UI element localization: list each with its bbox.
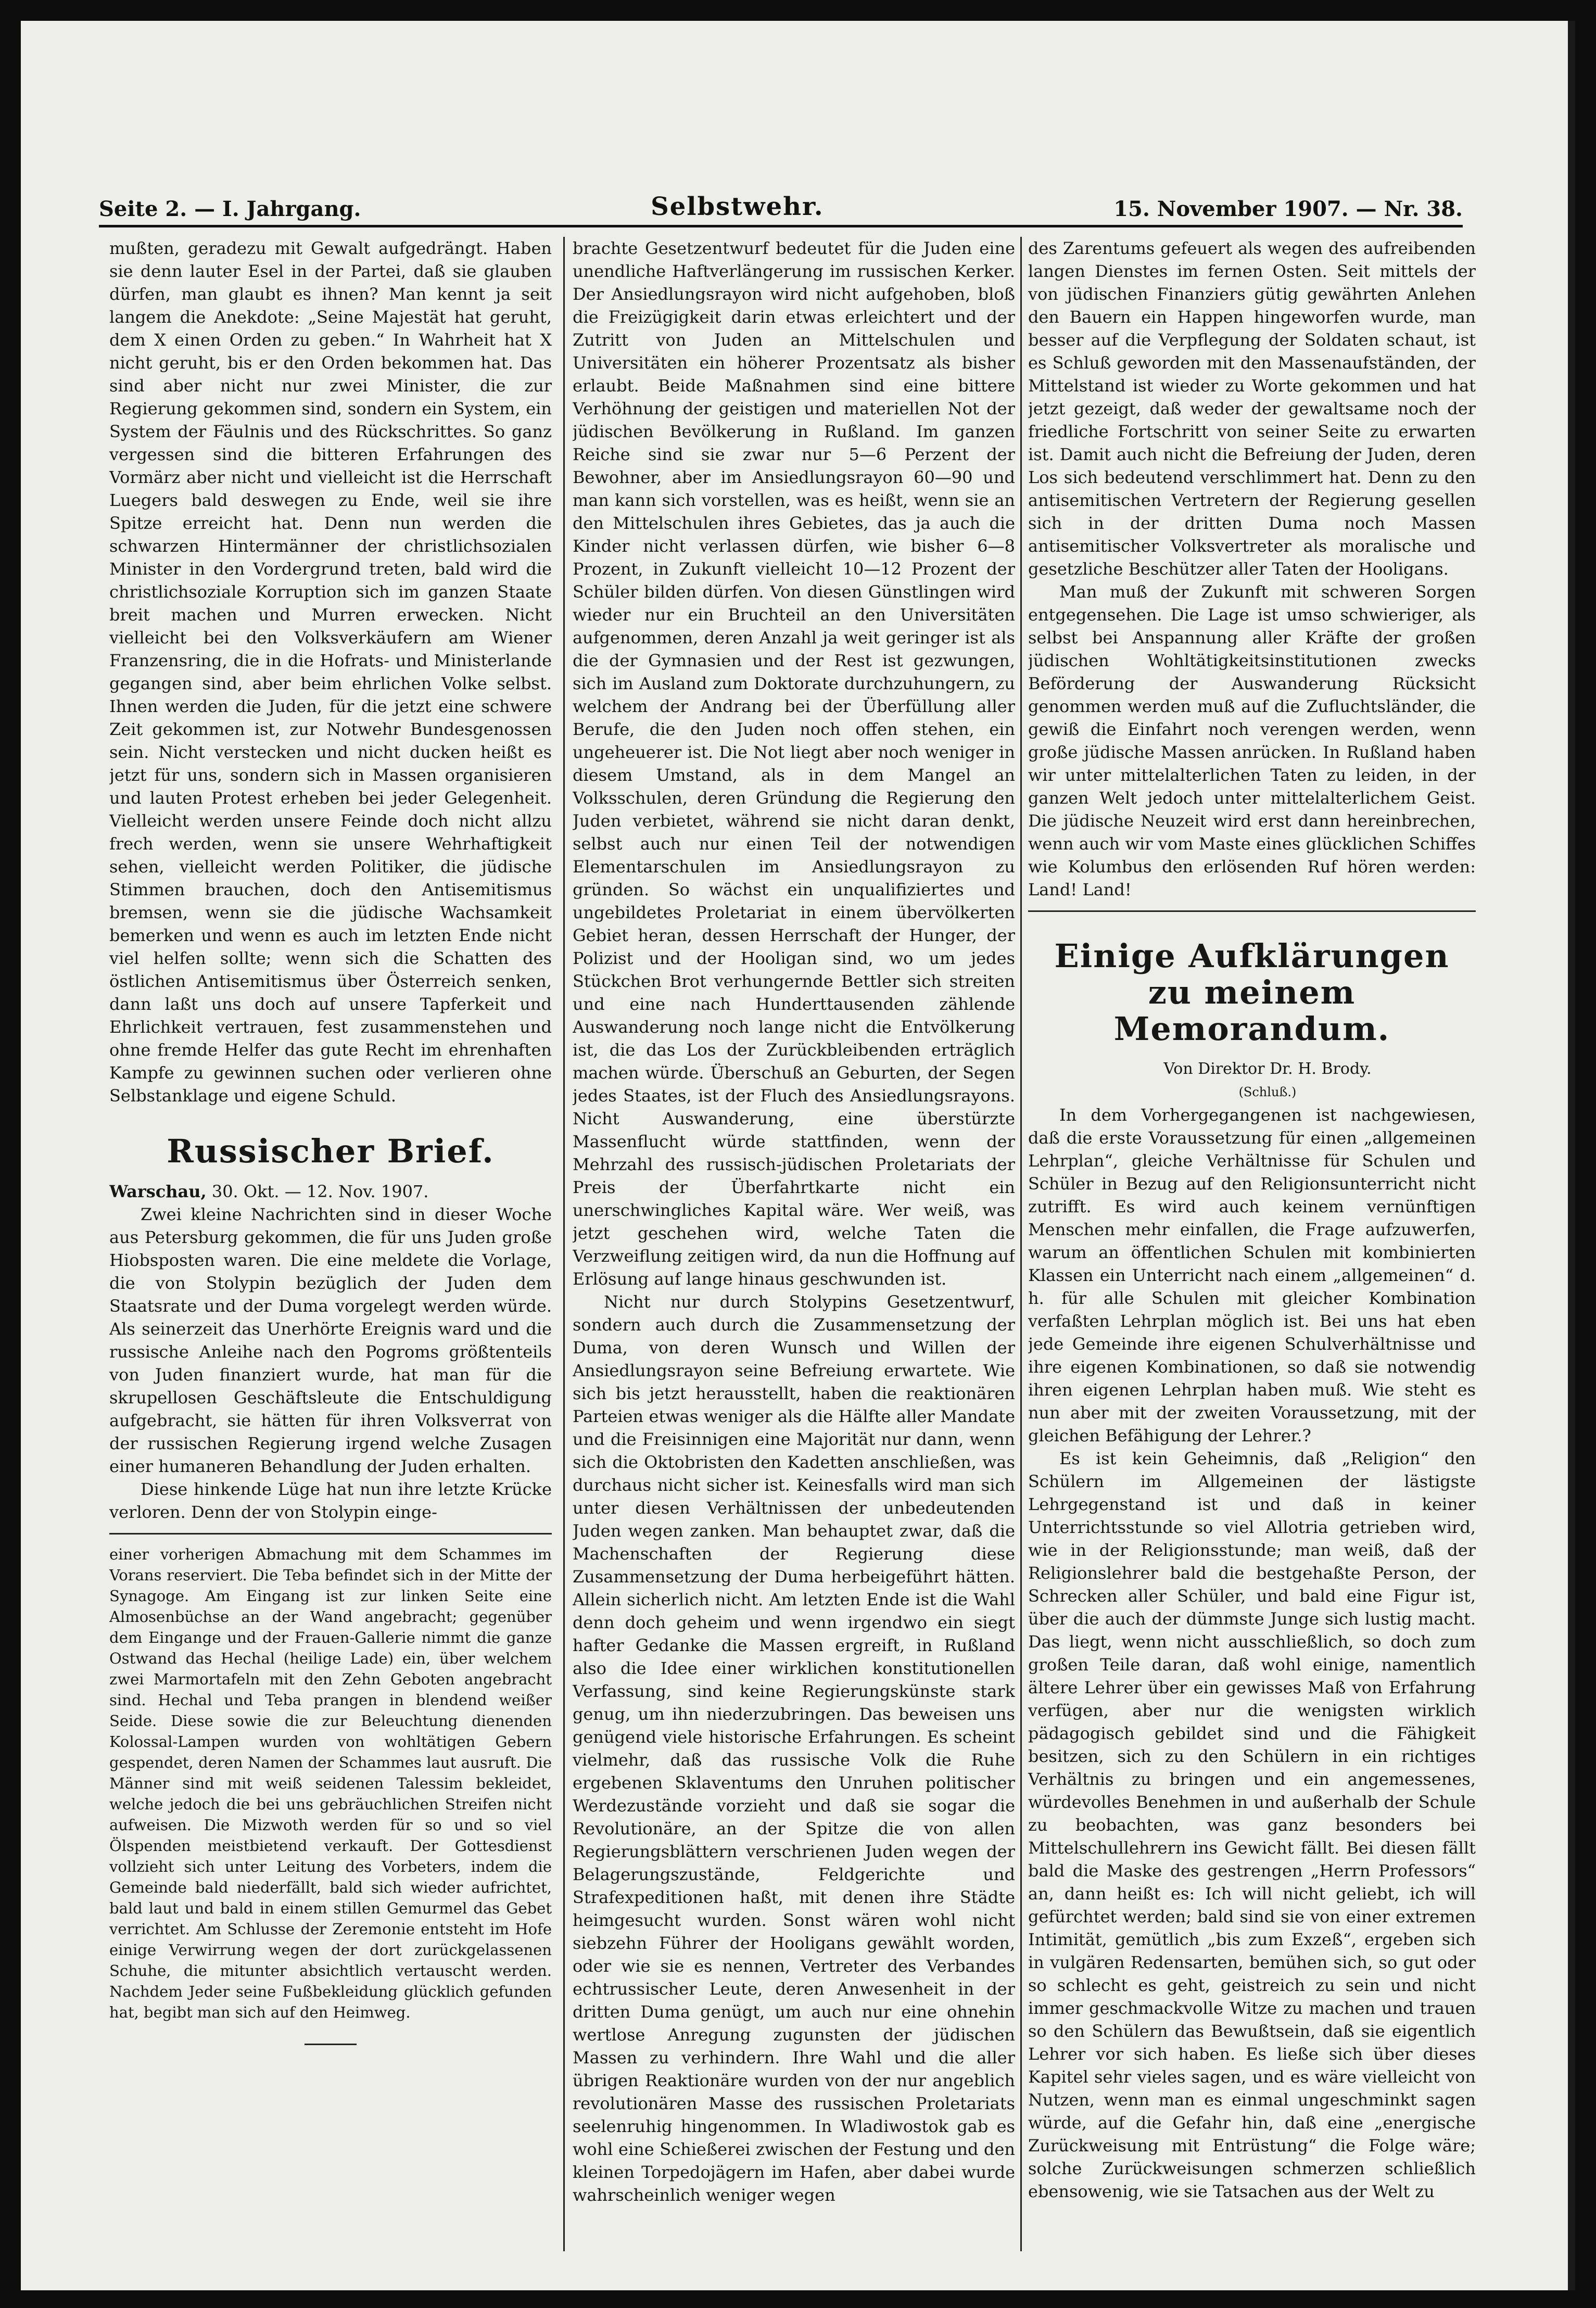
masthead-title: Selbstwehr. [651,192,824,221]
article-paragraph: In dem Vorhergegangenen ist nachgewiesen, daß die erste Voraussetzung für einen „allgemeinen Lehrplan“, gleiche Verhältnisse für Schulen und Schüler in Bezug auf den Religionsunterricht nicht zutrifft. Es wird auch keinem vernünftigen Menschen mehr einfallen, die Frage aufzuwerfen, warum an öffentlichen Schulen mit kombinierten Klassen ein Unterricht nach einem „allgemeinen“ d. h. für alle Schulen mit gleicher Kombination verfaßten Lehrplan möglich ist. Bei uns hat eben jede Gemeinde ihre eigenen Schulverhältnisse und ihre eigenen Kombinationen, so daß sie notwendig ihren eigenen Lehrplan haben muß. Wie steht es nun aber mit der zweiten Voraussetzung, mit der gleichen Befähigung der Lehrer.? [1028,1105,1476,1445]
header-page-info: Seite 2. — I. Jahrgang. [99,197,361,221]
article-title-russischer-brief: Russischer Brief. [167,1132,495,1170]
article-paragraph: einer vorherigen Abmachung mit dem Schammes im Vorans reserviert. Die Teba befindet sich in der Mitte der Synagoge. Am Eingang ist zur linken Seite eine Almosenbüchse an der Wand angebracht; gegenüber dem Eingange und der Frauen-Gallerie nimmt die ganze Ostwand das Hechal (heilige Lade) ein, über welchem zwei Marmortafeln mit den Zehn Geboten angebracht sind. Hechal und Teba prangen in blendend weißer Seide. Diese sowie die zur Beleuchtung dienenden Kolossal-Lampen wurden von wohltätigen Gebern gespendet, deren Namen der Schammes laut ausruft. Die Männer sind mit weiß seidenen Talessim bekleidet, welche jedoch die bei uns gebräuchlichen Streifen nicht aufweisen. Die Mizwoth werden für so und so viel Ölspenden meistbietend verkauft. Der Gottesdienst vollzieht sich unter Leitung des Vorbeters, indem die Gemeinde bald niederfällt, bald sich wieder aufrichtet, bald laut und bald in einem stillen Gemurmel das Gebet verrichtet. Am Schlusse der Zeremonie entsteht im Hofe einige Verwirrung wegen der dort zurückgelassenen Schuhe, die mitunter absichtlich vertauscht werden. Nachdem Jeder seine Fußbekleidung glücklich gefunden hat, begibt man sich auf den Heimweg. [109,1545,552,2021]
article-title-aufklaerungen: Einige Aufklärungen zu meinem Memorandum. [1054,937,1450,1048]
article-paragraph: Diese hinkende Lüge hat nun ihre letzte Krücke verloren. Denn der von Stolypin einge- [109,1479,552,1522]
dateline-place: Warschau, [109,1182,207,1201]
article-paragraph: Es ist kein Geheimnis, daß „Religion“ den Schülern im Allgemeinen der lästigste Lehrgegenstand ist und daß in keiner Unterrichtsstunde so viel Allotria getrieben wird, wie in der Religionsstunde; man weiß, daß der Religionslehrer bald die bestgehaßte Person, der Schrecken aller Schüler, und bald eine Figur ist, über die auch der dümmste Junge sich lustig macht. Das liegt, wenn nicht ausschließlich, so doch zum großen Teile daran, daß wohl einige, namentlich ältere Lehrer über ein gewisses Maß von Erfahrung verfügen, aber nur die wenigsten wirklich pädagogisch gebildet sind und die Fähigkeit besitzen, sich zu den Schülern in ein richtiges Verhältnis zu bringen und ein angemessenes, würdevolles Benehmen in und außerhalb der Schule zu beobachten, was ganz besonders bei Mittelschullehrern ins Gewicht fällt. Bei diesen fällt bald die Maske des gestrengen „Herrn Professors“ an, dann heißt es: Ich will nicht geliebt, ich will gefürchtet werden; bald sind sie von einer extremen Intimität, gemütlich „bis zum Exzeß“, ergeben sich in vulgären Redensarten, bemühen sich, so gut oder so schlecht es geht, geistreich zu sein und nicht immer geschmackvolle Witze zu machen und trauen so den Schülern das Bewußtsein, daß sie eigentlich Lehrer vor sich haben. Es ließe sich über dieses Kapitel sehr vieles sagen, und es wäre vielleicht von Nutzen, wenn man es einmal ungeschminkt sagen würde, auf die Gefahr hin, daß eine „energische Zurückweisung mit Entrüstung“ die Folge wäre; solche Zurückweisungen schmerzen schließlich ebensowenig, wie sie Tatsachen aus der Welt zu [1028,1449,1476,2201]
section-divider [1028,910,1476,912]
dateline-date: 30. Okt. — 12. Nov. 1907. [206,1182,429,1201]
column-1 [109,237,552,2251]
header-date-issue: 15. November 1907. — Nr. 38. [1113,197,1463,221]
page-edge-shadow [1568,21,1575,2290]
column-divider [563,237,565,2251]
byline: Von Direktor Dr. H. Brody. [1163,1060,1372,1078]
column-2 [573,237,1015,2251]
byline-note: (Schluß.) [1238,1085,1297,1099]
article-paragraph: Nicht nur durch Stolypins Gesetzentwurf, sondern auch durch die Zusammensetzung der Duma, von deren Wunsch und Willen der Ansiedlungsrayon seine Befreiung erwartete. Wie sich bis jetzt herausstellt, haben die reaktionären Parteien etwas weniger als die Hälfte aller Mandate und die Freisinnigen eine Majorität nur dann, wenn sich die Oktobristen den Kadetten anschließen, was durchaus nicht sicher ist. Keinesfalls wird man sich unter diesen Verhältnissen der unbedeutenden Juden wegen zanken. Man behauptet zwar, daß die Machenschaften der Regierung diese Zusammensetzung der Duma herbeigeführt hätten. Allein sicherlich nicht. Am letzten Ende ist die Wahl denn doch geheim und wenn irgendwo ein siegt hafter Gedanke die Massen ergreift, in Rußland also die Idee einer wirklichen konstitutionellen Verfassung, sind keine Regierungskünste stark genug, um ihn niederzubringen. Das beweisen uns genügend viele historische Erfahrungen. Es scheint vielmehr, daß das russische Volk die Ruhe ergebenen Sklaventums den Unruhen politischer Werdezustände vorzieht und daß sie sogar die Revolutionäre, an der Spitze die von allen Regierungsblättern verschrienen Juden wegen der Belagerungszustände, Feldgerichte und Strafexpeditionen haßt, mit denen ihre Städte heimgesucht wurden. Sonst wären wohl nicht siebzehn Führer der Hooligans gewählt worden, oder wie sie es nennen, Vertreter des Verbandes echtrussischer Leute, deren Anwesenheit in der dritten Duma genügt, um auch nur eine ohnehin wertlose Anregung zugunsten der jüdischen Massen zu verhindern. Ihre Wahl und die aller übrigen Reaktionäre wurden von der nur angeblich revolutionären Masse des russischen Proletariats seelenruhig hingenommen. In Wladiwostok gab es wohl eine Schießerei zwischen der Festung und den kleinen Torpedojägern im Hafen, aber dabei wurde wahrscheinlich weniger wegen [573,1292,1015,2205]
end-rule [305,2044,357,2045]
section-divider [109,1533,552,1535]
article-paragraph: Man muß der Zukunft mit schweren Sorgen entgegensehen. Die Lage ist umso schwieriger, als selbst bei Anspannung aller Kräfte der großen jüdischen Wohltätigkeitsinstitutionen zwecks Beförderung der Auswanderung Rücksicht genommen werden muß auf die Zufluchtsländer, die gewiß die Einfahrt noch verengen werden, wenn große jüdische Massen anrücken. In Rußland haben wir unter mittelalterlichen Taten zu leiden, in der ganzen Welt jedoch unter mittelalterlichem Geist. Die jüdische Neuzeit wird erst dann hereinbrechen, wenn auch wir vom Maste eines glücklichen Schiffes wie Kolumbus den erlösenden Ruf hören werden: Land! Land! [1028,582,1476,899]
page-header [99,185,1463,221]
article-paragraph: des Zarentums gefeuert als wegen des aufreibenden langen Dienstes im fernen Osten. Seit mittels der von jüdischen Finanziers gütig gewährten Anlehen den Bauern ein Happen hingeworfen wurde, man besser auf die Verpflegung der Soldaten schaut, ist es Schluß geworden mit den Massenaufständen, der Mittelstand ist wieder zu Worte gekommen und hat jetzt gezeigt, daß weder der gewaltsame noch der friedliche Fortschritt von seiner Seite zu erwarten ist. Damit auch nicht die Befreiung der Juden, deren Los sich bedeutend verschlimmert hat. Denn zu den antisemitischen Vertretern der Regierung gesellen sich in der dritten Duma noch Massen antisemitischer Volksvertreter als moralische und gesetzliche Beschützer aller Taten der Hooligans. [1028,238,1476,579]
article-paragraph: brachte Gesetzentwurf bedeutet für die Juden eine unendliche Haftverlängerung im russischen Kerker. Der Ansiedlungsrayon wird nicht aufgehoben, bloß die Freizügigkeit darin etwas erleichtert und der Zutritt von Juden an Mittelschulen und Universitäten ein höherer Prozentsatz als bisher erlaubt. Beide Maßnahmen sind eine bittere Verhöhnung der geistigen und materiellen Not der jüdischen Bevölkerung in Rußland. Im ganzen Reiche sind sie zwar nur 5—6 Perzent der Bewohner, aber im Ansiedlungsrayon 60—90 und man kann sich vorstellen, was es heißt, wenn sie an den Mittelschulen ihres Gebietes, das ja auch die Kinder nicht verlassen dürfen, wie bisher 6—8 Prozent, in Zukunft vielleicht 10—12 Prozent der Schüler bilden dürfen. Von diesen Günstlingen wird wieder nur ein Bruchteil an den Universitäten aufgenommen, deren Anzahl ja weit geringer ist als die der Gymnasien und der Rest ist gezwungen, sich im Ausland zum Doktorate durchzuhungern, zu welchem der Andrang bei der Überfüllung aller Berufe, die den Juden noch offen stehen, ein ungeheuerer ist. Die Not liegt aber noch weniger in diesem Umstand, als in dem Mangel an Volksschulen, deren Gründung die Regierung den Juden verbietet, während sie nicht daran denkt, selbst auch nur einen Teil der notwendigen Elementarschulen im Ansiedlungsrayon zu gründen. So wächst ein unqualifiziertes und ungebildetes Proletariat in einem übervölkerten Gebiet heran, dessen Herrschaft der Hunger, der Polizist und der Hooligan sind, wo um jedes Stückchen Brot verhungernde Bettler sich streiten und eine nach Hunderttausenden zählende Auswanderung noch lange nicht die Entvölkerung ist, die das Los der Zurückbleibenden erträglich machen würde. Überschuß an Geburten, der Segen jedes Staates, ist der Fluch des Ansiedlungsrayons. Nicht Auswanderung, eine überstürzte Massenflucht würde stattfinden, wenn der Mehrzahl des russisch-jüdischen Proletariats der Preis der Überfahrtkarte nicht ein unerschwingliches Kapital wäre. Wer weiß, was jetzt geschehen wird, welche Taten die Verzweiflung zeitigen wird, da nun die Hoffnung auf Erlösung auf lange hinaus geschwunden ist. [573,238,1015,1289]
column-3 [1028,237,1476,2251]
dateline [109,1180,552,1203]
column-divider [1020,237,1022,2251]
header-rule [99,225,1463,227]
article-paragraph: Zwei kleine Nachrichten sind in dieser Woche aus Petersburg gekommen, die für uns Juden große Hiobsposten waren. Die eine meldete die Vorlage, die von Stolypin bezüglich der Juden dem Staatsrate und der Duma vorgelegt werden würde. Als seinerzeit das Unerhörte Ereignis ward und die russische Anleihe nach den Pogroms größtenteils von Juden finanziert wurde, hat man für die skrupellosen Geschäftsleute die Entschuldigung aufgebracht, sie hätten für ihren Volksverrat von der russischen Regierung irgend welche Zusagen einer humaneren Behandlung der Juden erhalten. [109,1204,552,1476]
article-paragraph: mußten, geradezu mit Gewalt aufgedrängt. Haben sie denn lauter Esel in der Partei, daß sie glauben dürfen, man glaubt es ihnen? Man kennt ja seit langem die Anekdote: „Seine Majestät hat geruht, dem X einen Orden zu geben.“ In Wahrheit hat X nicht geruht, bis er den Orden bekommen hat. Das sind aber nicht nur zwei Minister, die zur Regierung gekommen sind, sondern ein System, ein System der Fäulnis und des Rückschrittes. So ganz vergessen sind die bitteren Erfahrungen des Vormärz aber nicht und vielleicht ist die Herrschaft Luegers bald deswegen zu Ende, weil sie ihre Spitze erreicht hat. Denn nun werden die schwarzen Hintermänner der christlichsozialen Minister in den Vordergrund treten, bald wird die christlichsoziale Korruption sich im ganzen Staate breit machen und Murren erwecken. Nicht vielleicht bei den Volksverkäufern am Wiener Franzensring, die in die Hofrats- und Ministerlande gegangen sind, aber beim ehrlichen Volke selbst. Ihnen werden die Juden, für die jetzt eine schwere Zeit gekommen ist, zur Notwehr Bundesgenossen sein. Nicht verstecken und nicht ducken heißt es jetzt für uns, sondern sich in Massen organisieren und lauten Protest erheben bei jeder Gelegenheit. Vielleicht werden unsere Feinde doch nicht allzu frech werden, wenn sie unsere Wehrhaftigkeit sehen, vielleicht werden Politiker, die jüdische Stimmen brauchen, doch den Antisemitismus bremsen, wenn sie die jüdische Wachsamkeit bemerken und wenn es auch im letzten Ende nicht viel helfen sollte; wenn sich die Schatten des östlichen Antisemitismus über Österreich senken, dann laßt uns doch auf unsere Tapferkeit und Ehrlichkeit vertrauen, fest zusammenstehen und ohne fremde Helfer das gute Recht im ehrenhaften Kampfe zu gewinnen suchen oder verlieren ohne Selbstanklage und eigene Schuld. [109,238,552,1106]
